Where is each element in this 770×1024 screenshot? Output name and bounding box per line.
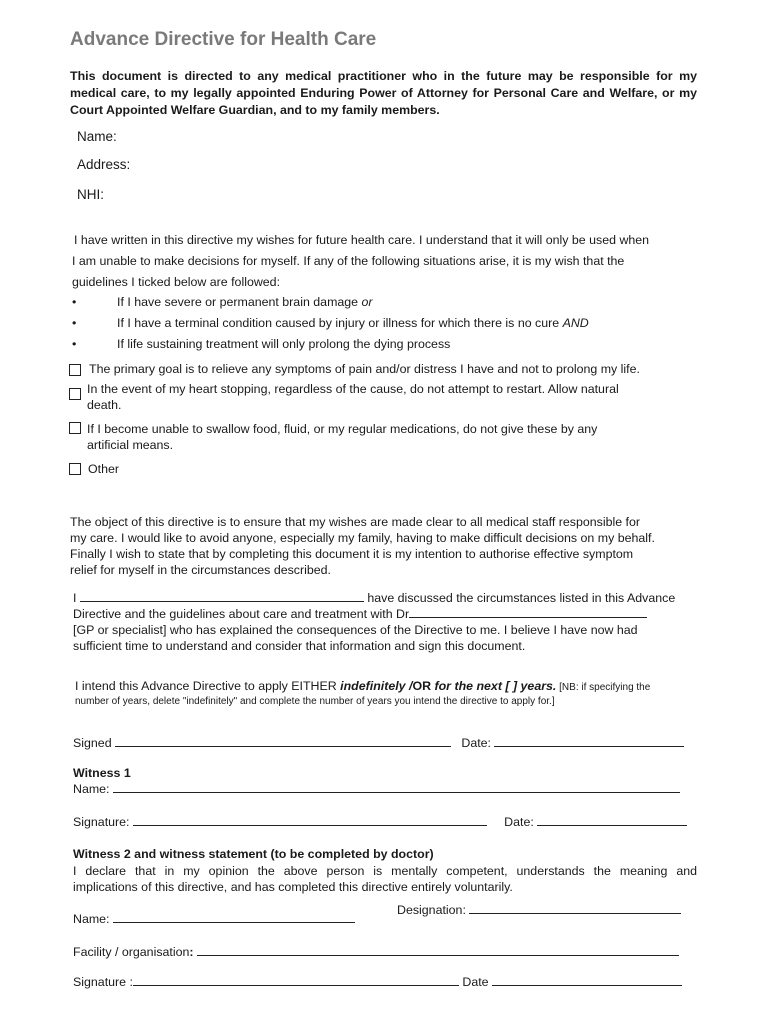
- doctor-name-line[interactable]: [409, 607, 647, 618]
- wishes-line-3: guidelines I ticked below are followed:: [72, 275, 281, 289]
- wishes-line-1: I have written in this directive my wishes for future health care. I understand that it will only be used when: [74, 233, 650, 247]
- option-4-checkbox[interactable]: [69, 463, 81, 475]
- option-2-line-2: death.: [87, 398, 122, 412]
- witness-1-date-line[interactable]: [537, 815, 687, 826]
- discussion-paragraph: [73, 590, 713, 654]
- witness-2-name-line[interactable]: [113, 912, 355, 923]
- facility-label: Facility / organisation: [73, 945, 190, 959]
- witness-1-name-line[interactable]: [113, 782, 680, 793]
- bullet-item-3: [72, 337, 672, 357]
- discussion-line-3: [GP or specialist] who has explained the consequences of the Directive to me. I believe I have now had: [73, 623, 638, 637]
- option-3-checkbox[interactable]: [69, 422, 81, 434]
- object-line-1: The object of this directive is to ensure that my wishes are made clear to all medical staff responsible for: [70, 515, 641, 529]
- witness-2-name-row: [73, 912, 355, 926]
- signed-label: Signed: [73, 736, 112, 750]
- bullet-item-2: [72, 316, 672, 336]
- witness-1-signature-row: [73, 815, 687, 829]
- intend-line: [75, 679, 650, 693]
- witness-1-signature-line[interactable]: [133, 815, 487, 826]
- designation-row: [397, 903, 681, 917]
- wishes-paragraph: [72, 230, 712, 293]
- witness-1-heading: Witness 1: [73, 766, 131, 780]
- signed-line[interactable]: [115, 736, 451, 747]
- witness-2-signature-label: Signature :: [73, 975, 133, 989]
- signed-date-line[interactable]: [494, 736, 684, 747]
- intend-note: [NB: if specifying the: [556, 682, 651, 693]
- intro-text: This document is directed to any medical practitioner who in the future may be responsible for my medical care, to my legally appointed Enduring Power of Attorney for Personal Care and Welfare, or my Court Appointed Welfare Guardian, and to my family members.: [70, 69, 697, 117]
- witness-2-date-line[interactable]: [492, 975, 682, 986]
- discussion-line-4: sufficient time to understand and consider that information and sign this document.: [73, 639, 526, 653]
- bullet-text-2: If I have a terminal condition caused by injury or illness for which there is no cure: [117, 316, 563, 330]
- wishes-line-2: I am unable to make decisions for myself. If any of the following situations arise, it is my wish that the: [72, 254, 625, 268]
- option-3-label: [87, 421, 597, 453]
- designation-label: Designation:: [397, 903, 466, 917]
- bullet-item-1: [72, 295, 672, 315]
- name-label: Name:: [77, 129, 117, 144]
- intend-or: OR: [412, 679, 432, 693]
- intend-indefinitely: indefinitely /: [340, 679, 413, 693]
- option-3-line-1: If I become unable to swallow food, fluid, or my regular medications, do not give these by any: [87, 422, 598, 436]
- witness-1-signature-label: Signature:: [73, 815, 130, 829]
- bullet-text-1: If I have severe or permanent brain damage: [117, 295, 362, 309]
- page-title: Advance Directive for Health Care: [70, 29, 377, 50]
- bullet-text-3: If life sustaining treatment will only prolong the dying process: [117, 337, 451, 351]
- witness-1-name-label: Name:: [73, 782, 110, 796]
- bullet-icon: •: [72, 337, 77, 351]
- witness-2-signature-line[interactable]: [133, 975, 459, 986]
- object-line-2: my care. I would like to avoid anyone, especially my family, having to make difficult decisions on my behalf.: [70, 531, 655, 545]
- option-2-label: [87, 381, 619, 413]
- bullet-icon: •: [72, 316, 77, 330]
- discussion-line-2: Directive and the guidelines about care and treatment with Dr: [73, 607, 410, 621]
- signed-row: [73, 736, 684, 750]
- witness-1-name-row: [73, 782, 680, 796]
- bullet-icon: •: [72, 295, 77, 309]
- option-1-checkbox[interactable]: [69, 364, 81, 376]
- signed-date-label: Date:: [461, 736, 491, 750]
- facility-colon: :: [189, 945, 194, 959]
- option-1-label: The primary goal is to relieve any symptoms of pain and/or distress I have and not to prolong my life.: [89, 362, 640, 376]
- nhi-label: NHI:: [77, 187, 104, 202]
- address-label: Address:: [77, 157, 131, 172]
- intend-note-line-2: number of years, delete "indefinitely" and complete the number of years you intend the directive to apply for.]: [75, 696, 555, 707]
- witness-1-date-label: Date:: [504, 815, 534, 829]
- bullet-text-1-em: or: [361, 295, 373, 309]
- intend-years: for the next [ ] years.: [431, 679, 557, 693]
- option-4-label: Other: [88, 462, 119, 476]
- witness-2-date-label: Date: [462, 975, 489, 989]
- facility-row: [73, 945, 679, 959]
- witness-2-statement-line-2: implications of this directive, and has completed this directive entirely voluntarily.: [73, 880, 513, 894]
- witness-2-statement-line-1: I declare that in my opinion the above person is mentally competent, understands the meaning and: [73, 864, 697, 878]
- patient-name-line[interactable]: [80, 591, 364, 602]
- option-2-line-1: In the event of my heart stopping, regardless of the cause, do not attempt to restart. Allow natural: [87, 382, 619, 396]
- witness-2-heading: Witness 2 and witness statement (to be completed by doctor): [73, 847, 434, 861]
- facility-line[interactable]: [197, 945, 679, 956]
- discussion-i: I: [73, 591, 77, 605]
- witness-2-signature-row: [73, 975, 682, 989]
- bullet-text-2-em: AND: [562, 316, 589, 330]
- option-2-checkbox[interactable]: [69, 388, 81, 400]
- witness-2-name-label: Name:: [73, 912, 110, 926]
- object-paragraph: [70, 514, 710, 578]
- option-3-line-2: artificial means.: [87, 438, 174, 452]
- object-line-3: Finally I wish to state that by completing this document it is my intention to authorise effective symptom: [70, 547, 634, 561]
- designation-line[interactable]: [469, 903, 681, 914]
- intend-text-1: I intend this Advance Directive to apply EITHER: [75, 679, 341, 693]
- object-line-4: relief for myself in the circumstances described.: [70, 563, 331, 577]
- discussion-line-1: have discussed the circumstances listed in this Advance: [367, 591, 676, 605]
